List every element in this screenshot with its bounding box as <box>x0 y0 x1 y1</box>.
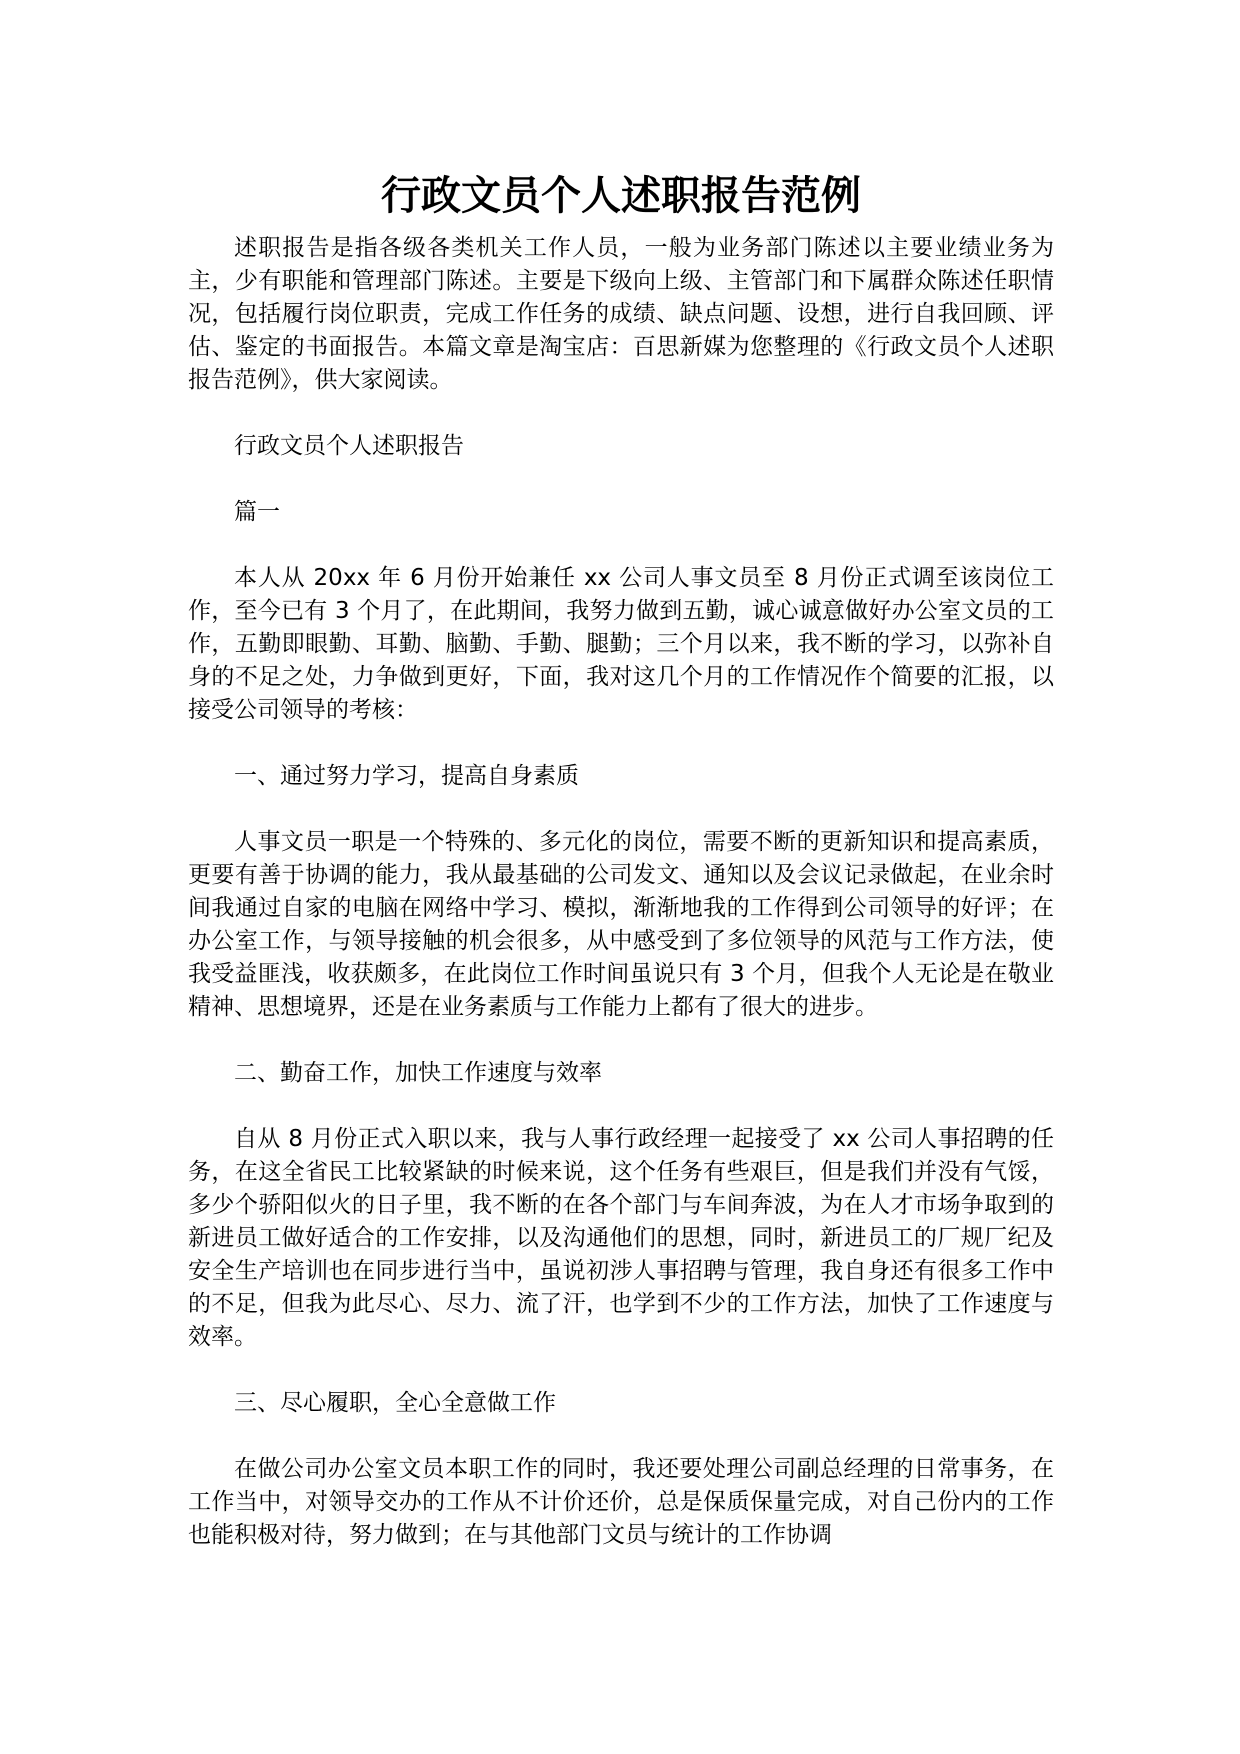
section-heading-3: 三、尽心履职，全心全意做工作 <box>234 1390 556 1416</box>
spacer <box>188 529 1054 562</box>
spacer <box>188 727 1054 760</box>
part-label: 篇一 <box>234 499 280 525</box>
spacer <box>188 1420 1054 1453</box>
section-heading-1: 一、通过努力学习，提高自身素质 <box>234 763 579 789</box>
spacer <box>188 1354 1054 1387</box>
spacer <box>188 1024 1054 1057</box>
document-title: 行政文员个人述职报告范例 <box>381 173 861 219</box>
body-paragraph-4: 在做公司办公室文员本职工作的同时，我还要处理公司副总经理的日常事务，在工作当中，对领导交办的工作从不计价还价，总是保质保量完成，对自己份内的工作也能积极对待，努力做到；在与其他部门文员与统计的工作协调 <box>188 1456 1054 1548</box>
report-subtitle: 行政文员个人述职报告 <box>234 433 464 459</box>
document-page <box>188 168 1054 1552</box>
spacer <box>188 793 1054 826</box>
spacer <box>188 1090 1054 1123</box>
intro-paragraph: 述职报告是指各级各类机关工作人员，一般为业务部门陈述以主要业绩业务为主，少有职能和管理部门陈述。主要是下级向上级、主管部门和下属群众陈述任职情况，包括履行岗位职责，完成工作任务的成绩、缺点问题、设想，进行自我回顾、评估、鉴定的书面报告。本篇文章是淘宝店：百思新媒为您整理的《行政文员个人述职报告范例》，供大家阅读。 <box>188 235 1054 393</box>
spacer <box>188 463 1054 496</box>
body-paragraph-2: 人事文员一职是一个特殊的、多元化的岗位，需要不断的更新知识和提高素质，更要有善于协调的能力，我从最基础的公司发文、通知以及会议记录做起，在业余时间我通过自家的电脑在网络中学习、模拟，渐渐地我的工作得到公司领导的好评；在办公室工作，与领导接触的机会很多，从中感受到了多位领导的风范与工作方法，使我受益匪浅，收获颇多，在此岗位工作时间虽说只有 3 个月，但我个人无论是在敬业精神、思想境界，还是在业务素质与工作能力上都有了很大的进步。 <box>188 829 1054 1020</box>
spacer <box>188 397 1054 430</box>
body-paragraph-3: 自从 8 月份正式入职以来，我与人事行政经理一起接受了 xx 公司人事招聘的任务，在这全省民工比较紧缺的时候来说，这个任务有些艰巨，但是我们并没有气馁，多少个骄阳似火的日子里，我不断的在各个部门与车间奔波，为在人才市场争取到的新进员工做好适合的工作安排，以及沟通他们的思想，同时，新进员工的厂规厂纪及安全生产培训也在同步进行当中，虽说初涉人事招聘与管理，我自身还有很多工作中的不足，但我为此尽心、尽力、流了汗，也学到不少的工作方法，加快了工作速度与效率。 <box>188 1126 1054 1350</box>
section-heading-2: 二、勤奋工作，加快工作速度与效率 <box>234 1060 602 1086</box>
body-paragraph-1: 本人从 20xx 年 6 月份开始兼任 xx 公司人事文员至 8 月份正式调至该岗位工作，至今已有 3 个月了，在此期间，我努力做到五勤，诚心诚意做好办公室文员的工作，五勤即眼勤、耳勤、脑勤、手勤、腿勤；三个月以来，我不断的学习，以弥补自身的不足之处，力争做到更好，下面，我对这几个月的工作情况作个简要的汇报，以接受公司领导的考核： <box>188 565 1054 723</box>
